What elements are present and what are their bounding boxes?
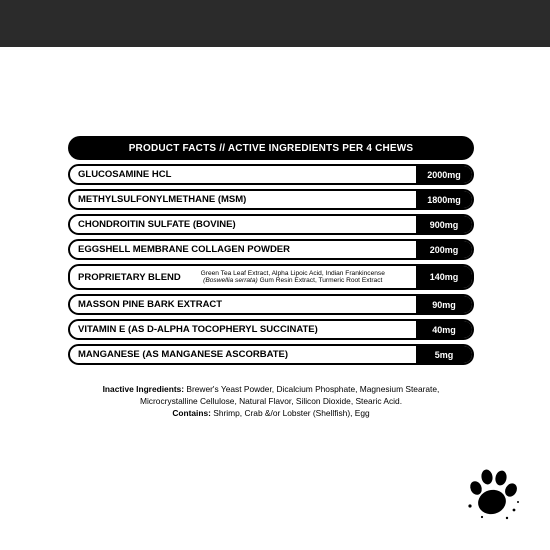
ingredient-name: EGGSHELL MEMBRANE COLLAGEN POWDER	[78, 244, 290, 255]
blend-desc-italic: (Boswellia serrata)	[203, 277, 258, 284]
ingredient-amount: 900mg	[416, 216, 472, 233]
ingredient-amount: 140mg	[416, 266, 472, 288]
ingredient-amount: 90mg	[416, 296, 472, 313]
product-facts-panel	[68, 136, 474, 365]
ingredient-name-with-desc	[70, 266, 416, 288]
ingredient-amount: 5mg	[416, 346, 472, 363]
ingredient-name: MANGANESE (AS MANGANESE ASCORBATE)	[78, 349, 289, 360]
top-bar	[0, 0, 550, 47]
ingredient-row-manganese	[68, 344, 474, 365]
ingredient-name: VITAMIN E (AS D-ALPHA TOCOPHERYL SUCCINATE)	[78, 324, 318, 335]
ingredient-amount: 40mg	[416, 321, 472, 338]
facts-header: PRODUCT FACTS // ACTIVE INGREDIENTS PER 4 CHEWS	[68, 136, 474, 160]
ingredient-row-pine-bark	[68, 294, 474, 315]
ingredient-row-glucosamine	[68, 164, 474, 185]
paw-print-icon	[462, 462, 524, 524]
inactive-ingredients	[68, 383, 474, 419]
blend-desc-part2: Gum Resin Extract, Turmeric Root Extract	[259, 277, 383, 284]
ingredient-amount: 1800mg	[416, 191, 472, 208]
inactive-text-1: Brewer's Yeast Powder, Dicalcium Phosphate, Magnesium Stearate,	[186, 384, 440, 394]
ingredient-row-proprietary-blend	[68, 264, 474, 290]
contains-label: Contains:	[172, 408, 211, 418]
blend-desc-part1: Green Tea Leaf Extract, Alpha Lipoic Acid, Indian Frankincense	[200, 269, 385, 277]
blend-description	[187, 270, 399, 285]
ingredient-row-chondroitin	[68, 214, 474, 235]
inactive-line-2: Microcrystalline Cellulose, Natural Flavor, Silicon Dioxide, Stearic Acid.	[139, 396, 403, 406]
contains-line	[68, 407, 474, 419]
contains-text: Shrimp, Crab &/or Lobster (Shellfish), Egg	[213, 408, 370, 418]
ingredient-name: PROPRIETARY BLEND	[78, 271, 181, 283]
ingredient-row-msm	[68, 189, 474, 210]
ingredient-name: CHONDROITIN SULFATE (BOVINE)	[78, 219, 236, 230]
inactive-line-1	[68, 383, 474, 395]
ingredient-amount: 200mg	[416, 241, 472, 258]
ingredient-amount: 2000mg	[416, 166, 472, 183]
ingredient-name: MASSON PINE BARK EXTRACT	[78, 299, 223, 310]
ingredient-row-vitamin-e	[68, 319, 474, 340]
inactive-label: Inactive Ingredients:	[102, 384, 185, 394]
ingredient-name: METHYLSULFONYLMETHANE (MSM)	[78, 194, 247, 205]
ingredient-row-eggshell	[68, 239, 474, 260]
ingredient-name: GLUCOSAMINE HCL	[78, 169, 172, 180]
